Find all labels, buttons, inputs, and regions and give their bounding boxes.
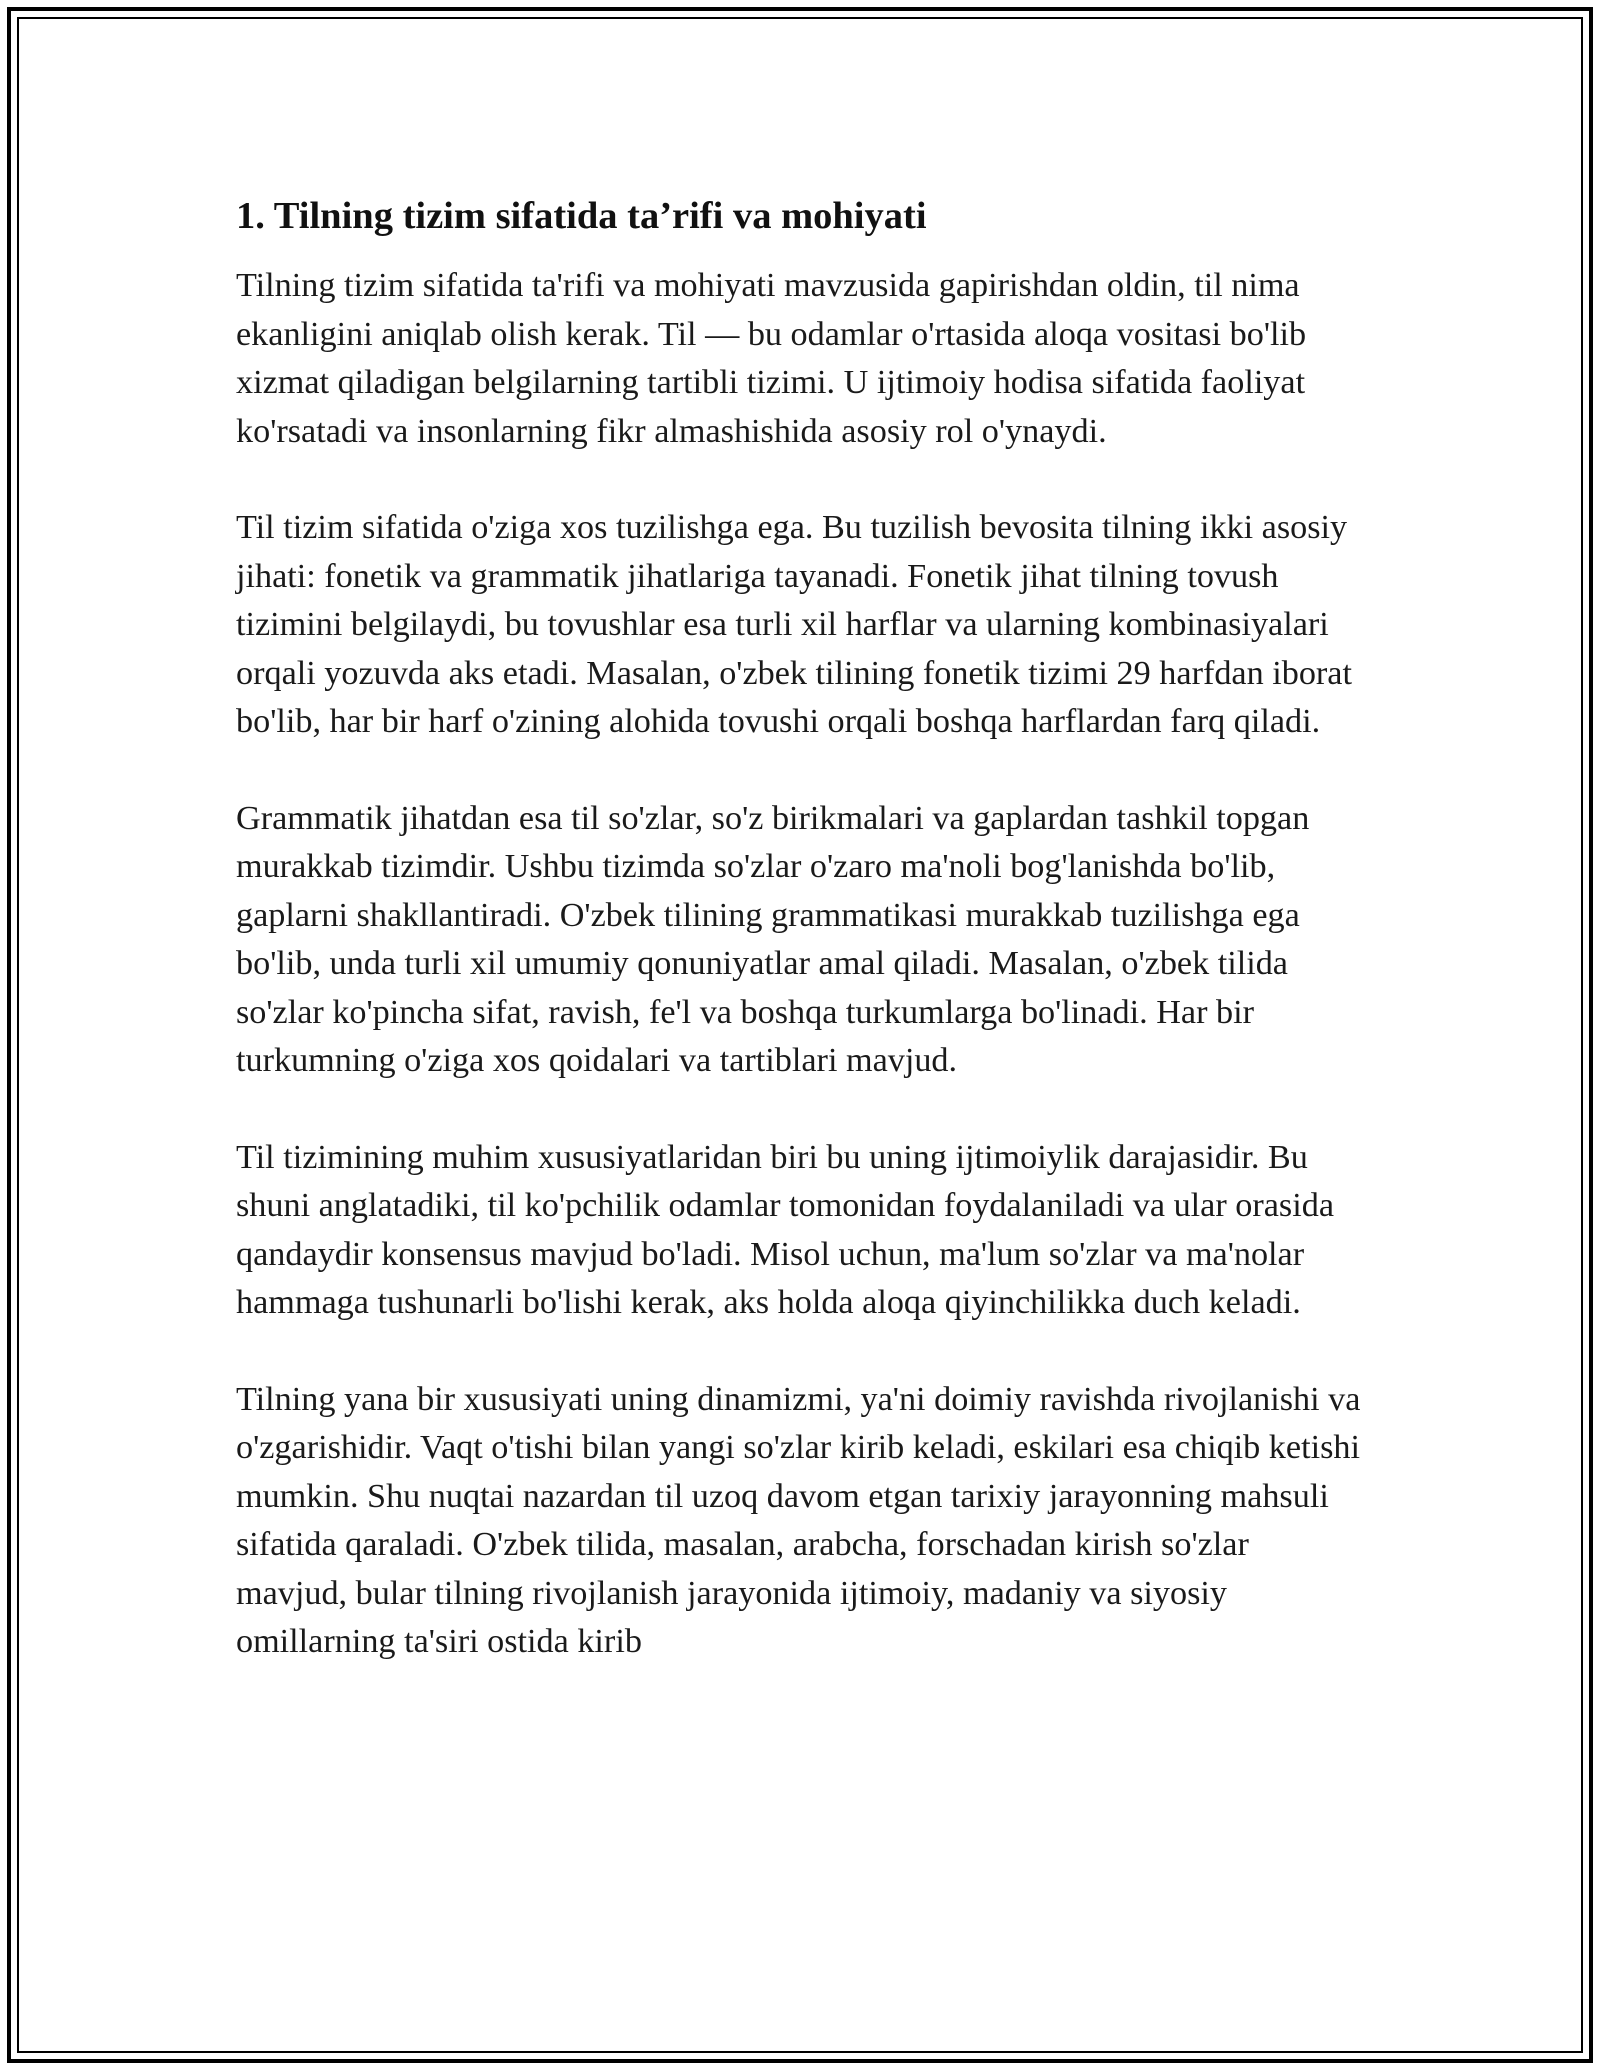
paragraph-social: Til tizimining muhim xususiyatlaridan biri bu uning ijtimoiylik darajasidir. Bu shuni anglatadiki, til ko'pchilik odamlar tomonidan foydalaniladi va ular orasida qandaydir konsensus mavjud bo'ladi. Misol uchun, ma'lum so'zlar va ma'nolar hammaga tushunarli bo'lishi kerak, aks holda aloqa qiyinchilikka duch keladi. <box>236 1138 1334 1321</box>
paragraph-definition: Tilning tizim sifatida ta'rifi va mohiyati mavzusida gapirishdan oldin, til nima ekanligini aniqlab olish kerak. Til — bu odamlar o'rtasida aloqa vositasi bo'lib xizmat qiladigan belgilarning tartibli tizimi. U ijtimoiy hodisa sifatida faoliyat ko'rsatadi va insonlarning fikr almashishida asosiy rol o'ynaydi. <box>236 267 1307 450</box>
paragraph-grammar: Grammatik jihatdan esa til so'zlar, so'z birikmalari va gaplardan tashkil topgan murakkab tizimdir. Ushbu tizimda so'zlar o'zaro ma'noli bog'lanishda bo'lib, gaplarni shakllantiradi. O'zbek tilining grammatikasi murakkab tuzilishga ega bo'lib, unda turli xil umumiy qonuniyatlar amal qiladi. Masalan, o'zbek tilida so'zlar ko'pincha sifat, ravish, fe'l va boshqa turkumlarga bo'linadi. Har bir turkumning o'ziga xos qoidalari va tartiblari mavjud. <box>236 799 1310 1079</box>
document-body <box>236 188 1368 1715</box>
section-heading: 1. Tilning tizim sifatida ta’rifi va mohiyati <box>236 195 927 237</box>
paragraph-dynamism: Tilning yana bir xususiyati uning dinamizmi, ya'ni doimiy ravishda rivojlanishi va o'zgarishidir. Vaqt o'tishi bilan yangi so'zlar kirib keladi, eskilari esa chiqib ketishi mumkin. Shu nuqtai nazardan til uzoq davom etgan tarixiy jarayonning mahsuli sifatida qaraladi. O'zbek tilida, masalan, arabcha, forschadan kirish so'zlar mavjud, bular tilning rivojlanish jarayonida ijtimoiy, madaniy va siyosiy omillarning ta'siri ostida kirib <box>236 1380 1361 1660</box>
paragraph-structure: Til tizim sifatida o'ziga xos tuzilishga ega. Bu tuzilish bevosita tilning ikki asosiy jihati: fonetik va grammatik jihatlariga tayanadi. Fonetik jihat tilning tovush tizimini belgilaydi, bu tovushlar esa turli xil harflar va ularning kombinasiyalari orqali yozuvda aks etadi. Masalan, o'zbek tilining fonetik tizimi 29 harfdan iborat bo'lib, har bir harf o'zining alohida tovushi orqali boshqa harflardan farq qiladi. <box>236 509 1352 740</box>
